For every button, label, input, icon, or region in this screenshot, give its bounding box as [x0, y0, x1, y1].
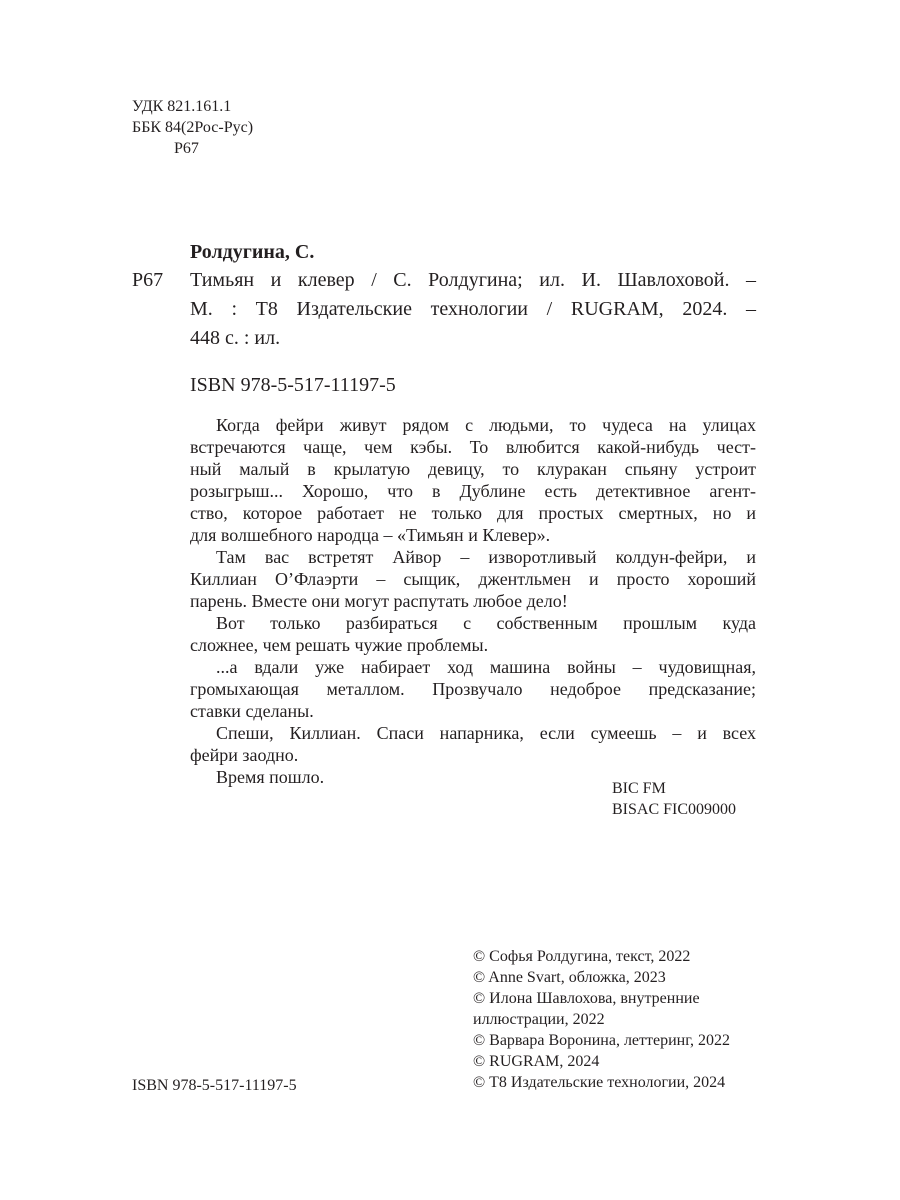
annotation-line: фейри заодно. — [190, 745, 299, 765]
isbn-bottom: ISBN 978-5-517-11197-5 — [132, 1077, 297, 1094]
annotation-line: сложнее, чем решать чужие проблемы. — [190, 635, 489, 655]
copyright-line: © Т8 Издательские технологии, 2024 — [473, 1074, 726, 1091]
catalog-author-sign: Р67 — [132, 269, 164, 291]
bbk-code: ББК 84(2Рос-Рус) — [132, 119, 254, 136]
bisac-code: BISAC FIC009000 — [612, 801, 737, 818]
annotation-line: Там вас встретят Айвор – изворотливый колдун-фейри, и — [216, 547, 756, 567]
copyright-line: © Варвара Воронина, леттеринг, 2022 — [473, 1032, 730, 1049]
annotation-line: громыхающая металлом. Прозвучало недоброе предсказание; — [190, 679, 756, 699]
annotation-line: ставки сделаны. — [190, 701, 314, 721]
annotation-line: парень. Вместе они могут распутать любое дело! — [190, 591, 568, 611]
annotation — [190, 414, 756, 788]
bib-line: Тимьян и клевер / С. Ролдугина; ил. И. Шавлоховой. – — [190, 269, 756, 291]
annotation-line: Время пошло. — [216, 767, 325, 787]
subject-classification — [612, 778, 736, 820]
annotation-line: для волшебного народца – «Тимьян и Клевер». — [190, 525, 551, 545]
author-name: Ролдугина, С. — [190, 241, 315, 263]
bibliographic-description — [190, 266, 756, 353]
bic-code: BIC FM — [612, 780, 666, 797]
copyright-line: © Софья Ролдугина, текст, 2022 — [473, 948, 691, 965]
bib-line: 448 с. : ил. — [190, 327, 281, 349]
bib-line: М. : Т8 Издательские технологии / RUGRAM, 2024. – — [190, 298, 756, 320]
annotation-line: ...а вдали уже набирает ход машина войны – чудовищная, — [216, 657, 756, 677]
isbn-top: ISBN 978-5-517-11197-5 — [190, 374, 396, 396]
udk-code: УДК 821.161.1 — [132, 98, 232, 115]
annotation-line: розыгрыш... Хорошо, что в Дублине есть детективное агент- — [190, 481, 756, 501]
annotation-line: ство, которое работает не только для простых смертных, но и — [190, 503, 756, 523]
copyright-line: © Илона Шавлохова, внутренние — [473, 990, 700, 1007]
annotation-line: Киллиан О’Флаэрти – сыщик, джентльмен и просто хороший — [190, 569, 756, 589]
annotation-line: встречаются чаще, чем кэбы. То влюбится какой-нибудь чест- — [190, 437, 756, 457]
annotation-line: ный малый в крылатую девицу, то клуракан спьяну устроит — [190, 459, 756, 479]
copyright-line: © RUGRAM, 2024 — [473, 1053, 600, 1070]
annotation-line: Спеши, Киллиан. Спаси напарника, если сумеешь – и всех — [216, 723, 756, 743]
copyright-line: иллюстрации, 2022 — [473, 1011, 605, 1028]
annotation-line: Когда фейри живут рядом с людьми, то чудеса на улицах — [216, 415, 756, 435]
annotation-line: Вот только разбираться с собственным прошлым куда — [216, 613, 756, 633]
copyright-line: © Anne Svart, обложка, 2023 — [473, 969, 666, 986]
copyright-block — [473, 946, 730, 1093]
author-sign: Р67 — [174, 140, 199, 157]
classification-codes — [132, 96, 253, 159]
